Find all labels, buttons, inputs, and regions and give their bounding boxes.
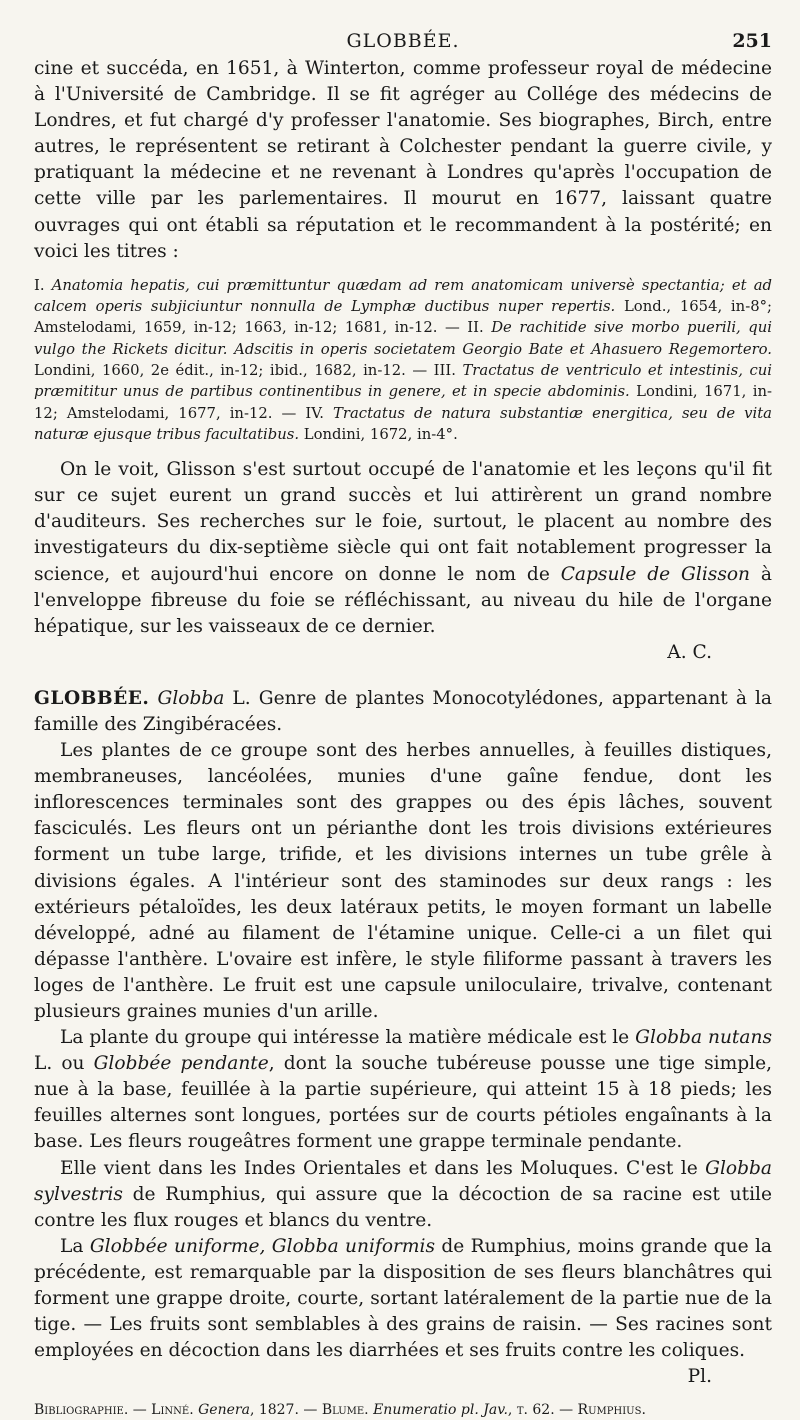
signature-ac [34, 640, 772, 666]
paragraph-habitat [34, 1156, 772, 1234]
paragraph-globba-nutans [34, 1025, 772, 1155]
text: On le voit, Glisson s'est surtout occupé de l'anatomie et les leçons qu'il fit sur ce sujet eurent un grand succès et lui attirèrent un grand nombre d'auditeurs. Ses recherches sur le foie, surtout, le placent au nombre des investigateurs du dix-septième siècle qui ont fait notablement progresser la science, et aujourd'hui encore on donne le nom de [34, 459, 772, 585]
bibliography-text: Bibliographie. — Linné. [34, 1402, 199, 1419]
signature-pl [34, 1364, 772, 1390]
bibliography-text: , t. 62. — Rumphius. [507, 1402, 646, 1419]
running-head [34, 26, 772, 56]
text: de Rumphius, qui assure que la décoction de sa racine est utile contre les flux rouges et blancs du ventre. [34, 1183, 772, 1231]
paragraph-description: Les plantes de ce groupe sont des herbes annuelles, à feuilles distiques, membraneuses, lancéolées, munies d'une gaîne fendue, dont les inflorescences terminales sont des grappes ou des épis lâches, souvent fasciculés. Les fleurs ont un périanthe dont les trois divisions extérieures forment un tube large, trifide, et les divisions internes un tube grêle à divisions égales. A l'intérieur sont des staminodes sur deux rangs : les extérieurs pétaloïdes, les deux latéraux petits, le moyen formant un labelle développé, adné au filament de l'étamine unique. Celle-ci a un filet qui dépasse l'anthère. L'ovaire est infère, le style filiforme passant à travers les loges de l'anthère. Le fruit est une capsule uniloculaire, trivalve, contenant plusieurs graines munies d'un arille. [34, 740, 772, 1022]
paragraph-glisson-bio: cine et succéda, en 1651, à Winterton, comme professeur royal de médecine à l'Université de Cambridge. Il se fit agréger au Collége des médecins de Londres, et fut chargé d'y professer l'anatomie. Ses biographes, Birch, entre autres, le représentent se retirant à Colchester pendant la guerre civile, y pratiquant la médecine et ne revenant à Londres qu'après l'occupation de cette ville par les parlementaires. Il mourut en 1677, laissant quatre ouvrages qui ont établi sa réputation et le recommandent à la postérité; en voici les titres : [34, 58, 772, 262]
italic-term: Globba sylvestris [34, 1157, 772, 1205]
italic-term: Enumeratio pl. Jav. [373, 1402, 508, 1419]
works-text: Londini, 1671, in-12; Amstelodami, 1677, in-12. — IV. [34, 383, 772, 422]
bibliography-text: , 1827. — Blume. [249, 1402, 374, 1419]
signature-text: A. C. [667, 641, 712, 663]
works-title: Tractatus de ventriculo et intestinis, cui præmititur unus de partibus continentibus in genere, et in specie abdominis. [34, 361, 772, 401]
works-text: Londini, 1660, 2e édit., in-12; ibid., 1682, in-12. — III. [34, 361, 463, 379]
page-number: 251 [732, 30, 772, 52]
italic-term: Capsule de Glisson [560, 563, 751, 585]
paragraph-glisson-legacy [34, 457, 772, 640]
entry-text: L. Genre de plantes Monocotylédones, appartenant à la famille des Zingibéracées. [34, 687, 773, 735]
paragraph-globba-uniformis [34, 1234, 772, 1364]
entry-genus: Globba [157, 687, 225, 709]
text: La plante du groupe qui intéresse la matière médicale est le [60, 1027, 636, 1049]
works-text: Lond., 1654, in-8°; Amstelodami, 1659, in-12; 1663, in-12; 1681, in-12. — II. [34, 298, 772, 337]
running-title: GLOBBÉE. [346, 30, 460, 52]
works-title: Anatomia hepatis, cui præmittuntur quædam ad rem anatomicam universè spectantia; et ad calcem operis subjiciuntur nonnulla de Lymphæ ductibus nuper repertis. [34, 276, 772, 316]
italic-term: Globbée uniforme, Globba uniformis [89, 1235, 436, 1257]
bibliography [34, 1400, 772, 1420]
entry-heading [34, 686, 772, 738]
signature-text: Pl. [687, 1366, 712, 1388]
text: , dont la souche tubéreuse pousse une tige simple, nue à la base, feuillée à la partie supérieure, qui atteint 15 à 18 pieds; les feuilles alternes sont longues, portées sur de courts pétioles engaînants à la base. Les fleurs rougeâtres forment une grappe terminale pendante. [34, 1053, 773, 1153]
text: de Rumphius, moins grande que la précédente, est remarquable par la disposition de ses fleurs blanchâtres qui forment une grappe droite, courte, sortant latéralement de la partie nue de la tige. — Les fruits sont semblables à des grains de raisin. — Ses racines sont employées en décoction dans les diarrhées et ses fruits contre les coliques. [34, 1235, 773, 1362]
italic-term: Globba nutans [635, 1027, 772, 1049]
works-title: Tractatus de natura substantiæ energitica, seu de vita naturæ ejusque tribus facultatibus. [34, 404, 772, 443]
works-title: De rachitide sive morbo puerili, qui vulgo the Rickets dicitur. Adscitis in operis societatem Georgio Bate et Ahasuero Regemortero. [34, 319, 772, 358]
works-text: Londini, 1672, in-4°. [299, 425, 458, 443]
italic-term: Genera [198, 1402, 250, 1419]
works-text: I. [34, 276, 52, 294]
text: à l'enveloppe fibreuse du foie se réfléchissant, au niveau du hile de l'organe hépatique, sur les vaisseaux de ce dernier. [34, 563, 773, 637]
italic-term: Globbée pendante [93, 1053, 269, 1075]
text: L. ou [34, 1053, 94, 1075]
works-list [34, 275, 772, 445]
text: La [60, 1235, 90, 1257]
entry-word: GLOBBÉE. [34, 687, 150, 709]
text: Elle vient dans les Indes Orientales et dans les Moluques. C'est le [60, 1157, 706, 1179]
